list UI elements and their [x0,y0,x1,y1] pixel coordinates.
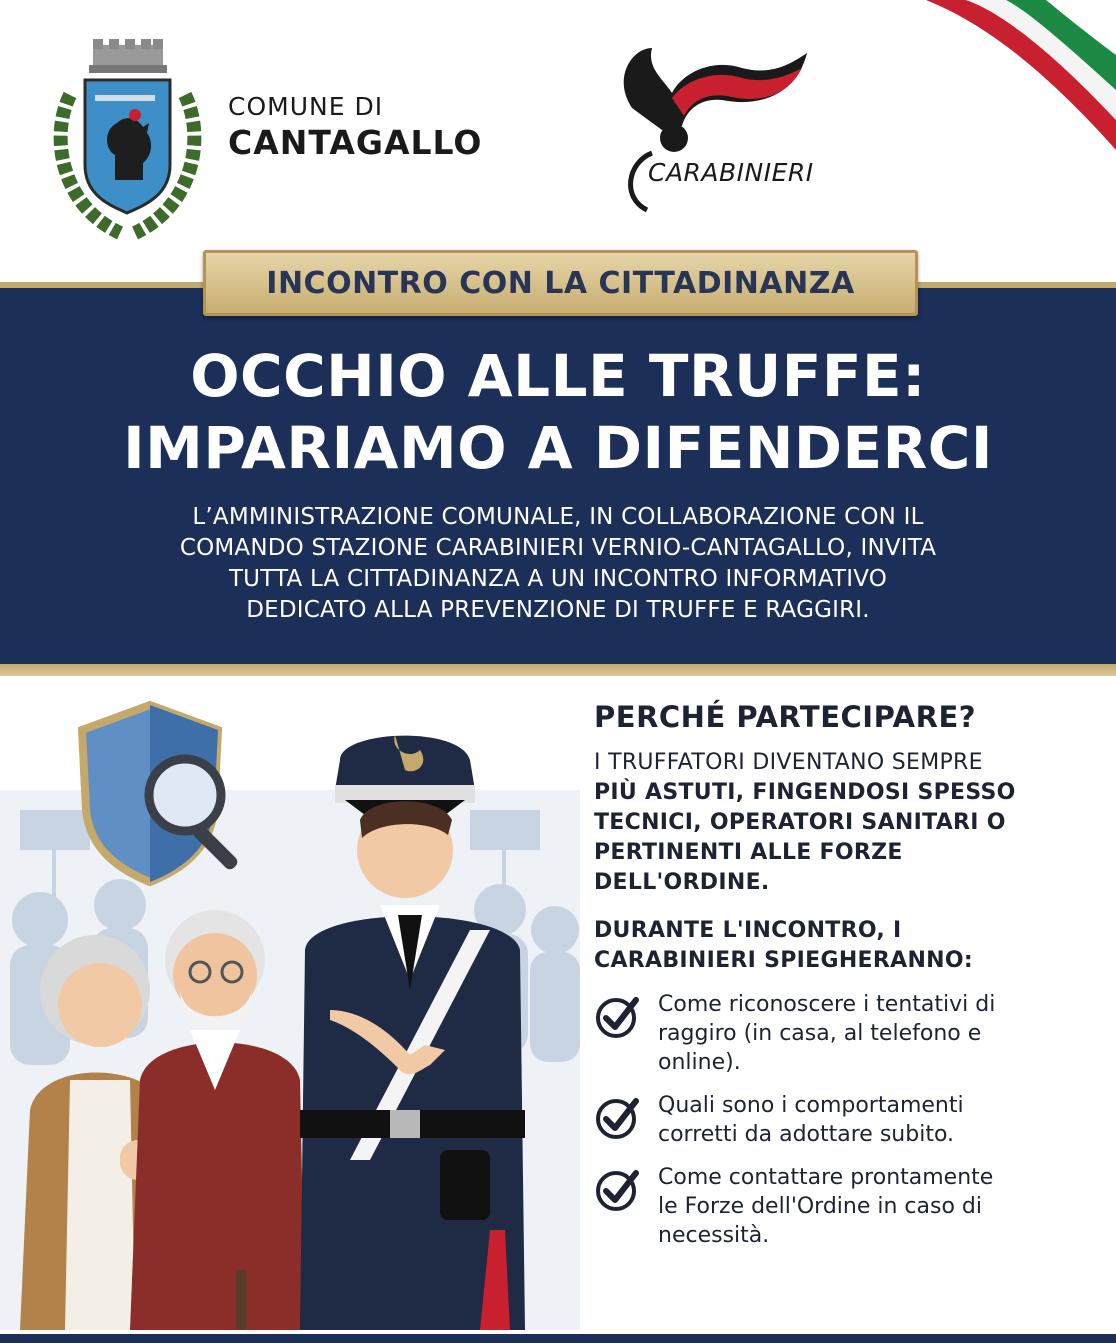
why-section [594,700,1094,1264]
why-title: PERCHÉ PARTECIPARE? [594,700,977,734]
check-circle-icon [594,1093,642,1141]
why-line-3: TECNICI, OPERATORI SANITARI O [594,810,1006,835]
intro-line-4: DEDICATO ALLA PREVENZIONE DI TRUFFE E RAGGIRI. [246,597,870,623]
list-item [594,1163,1094,1250]
check-item-line-3: necessità. [658,1223,770,1248]
check-circle-icon [594,992,642,1040]
check-item-line-2: le Forze dell'Ordine in caso di [658,1194,983,1219]
check-item-line-1: Come contattare prontamente [658,1165,994,1190]
intro-line-1: L’AMMINISTRAZIONE COMUNALE, IN COLLABORAZIONE CON IL [192,504,924,530]
intro-line-2: COMANDO STAZIONE CARABINIERI VERNIO-CANTAGALLO, INVITA [179,535,937,561]
check-circle-icon [594,1165,642,1213]
comune-name [228,92,482,162]
intro-line-3: TUTTA LA CITTADINANZA A UN INCONTRO INFORMATIVO [228,566,888,592]
during-line-1: DURANTE L'INCONTRO, I [594,918,902,943]
check-list [594,990,1094,1250]
intro-text [30,502,1086,626]
bottom-bar [0,1334,1116,1343]
check-item-line-2: corretti da adottare subito. [658,1122,955,1147]
why-line-4: PERTINENTI ALLE FORZE [594,840,903,865]
header [0,0,1116,248]
why-line-1: I TRUFFATORI DIVENTANO SEMPRE [594,750,983,775]
why-text [594,748,1094,898]
during-line-2: CARABINIERI SPIEGHERANNO: [594,948,973,973]
page-title [0,340,1116,484]
check-item-line-2: raggiro (in casa, al telefono e [658,1021,982,1046]
title-line-2: IMPARIAMO A DIFENDERCI [123,414,993,482]
during-heading [594,916,1094,976]
why-line-2: PIÙ ASTUTI, FINGENDOSI SPESSO [594,780,1016,805]
banner-bottom-divider [0,664,1116,676]
comune-town: CANTAGALLO [228,123,483,162]
illustration-carabiniere-with-elderly [0,690,580,1330]
check-item-line-1: Quali sono i comportamenti [658,1093,964,1118]
list-item [594,1091,1094,1149]
municipal-crest-icon [45,35,205,245]
event-badge [203,250,918,316]
event-badge-label: INCONTRO CON LA CITTADINANZA [266,265,855,301]
italian-flag-icon [886,0,1116,170]
comune-label: COMUNE DI [228,92,384,121]
check-item-line-3: online). [658,1050,741,1075]
title-line-1: OCCHIO ALLE TRUFFE: [190,342,926,410]
why-line-5: DELL'ORDINE. [594,870,770,895]
check-item-line-1: Come riconoscere i tentativi di [658,992,996,1017]
carabinieri-label: CARABINIERI [648,158,814,187]
list-item [594,990,1094,1077]
